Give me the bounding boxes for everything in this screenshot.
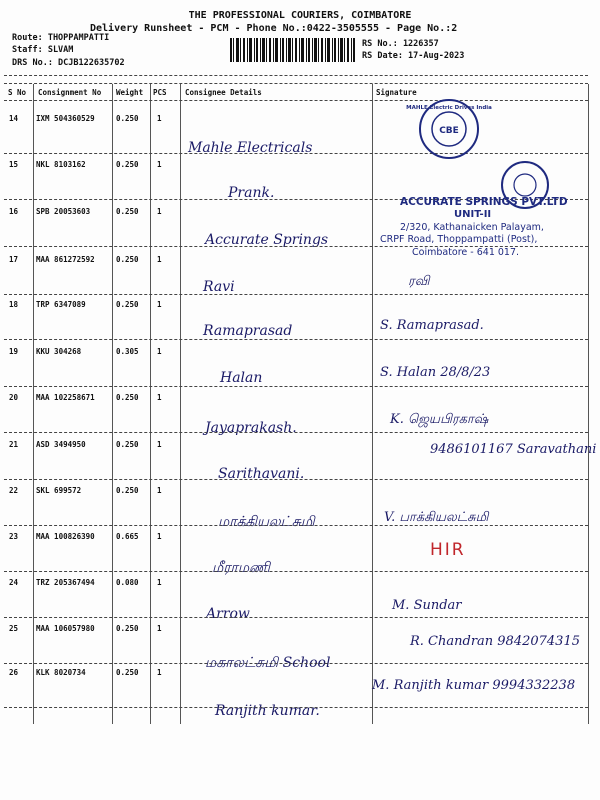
row-weight: 0.250 [116, 255, 139, 264]
row-consignment-no: KLK 8020734 [36, 668, 86, 677]
row-consignment-no: MAA 106057980 [36, 624, 95, 633]
row-consignment-no: TRP 6347089 [36, 300, 86, 309]
row-weight: 0.250 [116, 207, 139, 216]
row-weight: 0.250 [116, 440, 139, 449]
row-sno: 19 [9, 347, 19, 356]
col-separator [112, 84, 113, 724]
row-consignment-no: KKU 304268 [36, 347, 82, 356]
row-pcs: 1 [157, 160, 162, 169]
row-consignee-details: மாக்கியலட்சுமி [218, 514, 315, 530]
row-sno: 18 [9, 300, 19, 309]
rs-number: RS No.: 1226357 [362, 39, 439, 49]
row-weight: 0.250 [116, 160, 139, 169]
row-signature: ரவி [408, 274, 430, 289]
row-divider [4, 525, 588, 526]
row-sno: 24 [9, 578, 19, 587]
row-weight: 0.305 [116, 347, 139, 356]
row-weight: 0.250 [116, 668, 139, 677]
row-consignee-details: Ramaprasad [203, 323, 293, 339]
row-sno: 14 [9, 114, 19, 123]
col-sno: S No [8, 88, 27, 97]
row-pcs: 1 [157, 347, 162, 356]
col-separator [33, 84, 34, 724]
row-weight: 0.665 [116, 532, 139, 541]
row-signature: M. Ranjith kumar 9994332238 [372, 678, 576, 693]
row-sno: 23 [9, 532, 19, 541]
row-pcs: 1 [157, 440, 162, 449]
staff-label: Staff: SLVAM [12, 45, 74, 55]
row-consignment-no: MAA 102258671 [36, 393, 95, 402]
header-divider [4, 83, 588, 84]
row-signature: R. Chandran 9842074315 [410, 634, 580, 649]
row-divider [4, 707, 588, 708]
row-signature: S. Ramaprasad. [380, 318, 484, 333]
row-signature: K. ஜெயபிரகாஷ் [390, 412, 489, 427]
col-pcs: PCS [153, 88, 167, 97]
row-consignee-details: Prank. [228, 185, 275, 201]
row-divider [4, 339, 588, 340]
row-signature: 9486101167 Saravathani [430, 442, 597, 457]
row-sno: 25 [9, 624, 19, 633]
row-consignment-no: MAA 100826390 [36, 532, 95, 541]
header-divider-top [4, 75, 588, 76]
col-separator [180, 84, 181, 724]
row-pcs: 1 [157, 393, 162, 402]
row-weight: 0.080 [116, 578, 139, 587]
row-sno: 26 [9, 668, 19, 677]
row-consignee-details: Mahle Electricals [188, 140, 313, 156]
row-divider [4, 386, 588, 387]
row-consignee-details: Ravi [203, 279, 235, 295]
col-consignment: Consignment No [38, 88, 102, 97]
row-consignment-no: IXM 504360529 [36, 114, 95, 123]
row-weight: 0.250 [116, 114, 139, 123]
row-sno: 22 [9, 486, 19, 495]
drs-number: DRS No.: DCJB122635702 [12, 58, 125, 68]
col-weight: Weight [116, 88, 144, 97]
row-divider [4, 571, 588, 572]
row-pcs: 1 [157, 486, 162, 495]
row-divider [4, 479, 588, 480]
rs-date: RS Date: 17-Aug-2023 [362, 51, 465, 61]
col-separator [372, 84, 373, 724]
accurate-springs-stamp [380, 196, 592, 272]
row-signature: V. பாக்கியலட்சுமி [384, 510, 489, 525]
mahle-stamp-text: MAHLE Electric Drives India [406, 105, 492, 111]
row-weight: 0.250 [116, 300, 139, 309]
row-pcs: 1 [157, 532, 162, 541]
row-consignment-no: MAA 861272592 [36, 255, 95, 264]
row-consignment-no: SPB 20053603 [36, 207, 91, 216]
row-pcs: 1 [157, 624, 162, 633]
route-label: Route: THOPPAMPATTI [12, 33, 110, 43]
row-consignment-no: ASD 3494950 [36, 440, 86, 449]
row-weight: 0.250 [116, 486, 139, 495]
row-sno: 15 [9, 160, 19, 169]
row-consignee-details: Arrow [206, 606, 250, 622]
row-signature: M. Sundar [392, 598, 462, 613]
mahle-stamp [406, 98, 492, 160]
row-consignee-details: மீராமணி [212, 560, 270, 576]
row-weight: 0.250 [116, 393, 139, 402]
row-divider [4, 617, 588, 618]
row-sno: 20 [9, 393, 19, 402]
stamp-line: ACCURATE SPRINGS PVT.LTD [400, 196, 568, 208]
row-consignment-no: SKL 699572 [36, 486, 82, 495]
row-pcs: 1 [157, 578, 162, 587]
svg-text:CBE: CBE [439, 126, 459, 136]
row-divider [4, 294, 588, 295]
row-pcs: 1 [157, 300, 162, 309]
row-divider [4, 432, 588, 433]
col-separator [588, 84, 589, 724]
row-divider [4, 663, 588, 664]
row-pcs: 1 [157, 255, 162, 264]
row-consignee-details: Halan [220, 370, 263, 386]
row-pcs: 1 [157, 114, 162, 123]
row-pcs: 1 [157, 668, 162, 677]
row-signature: S. Halan 28/8/23 [380, 365, 491, 380]
col-signature: Signature [376, 88, 417, 97]
row-signature: HIR [430, 540, 466, 560]
stamp-line: UNIT-II [454, 209, 492, 220]
row-sno: 16 [9, 207, 19, 216]
stamp-line: 2/320, Kathanaicken Palayam, [400, 222, 544, 233]
col-separator [150, 84, 151, 724]
row-consignee-details: Ranjith kumar. [215, 703, 320, 719]
row-consignment-no: TRZ 205367494 [36, 578, 95, 587]
stamp-line: Coimbatore - 641 017. [412, 247, 520, 258]
row-sno: 17 [9, 255, 19, 264]
row-consignee-details: Accurate Springs [205, 232, 329, 248]
row-consignee-details: Sarithavani. [218, 466, 305, 482]
barcode [230, 38, 355, 62]
row-weight: 0.250 [116, 624, 139, 633]
company-title: THE PROFESSIONAL COURIERS, COIMBATORE [188, 10, 412, 21]
row-pcs: 1 [157, 207, 162, 216]
col-consignee: Consignee Details [185, 88, 262, 97]
row-consignee-details: Jayaprakash. [205, 420, 297, 436]
row-sno: 21 [9, 440, 19, 449]
runsheet-subtitle: Delivery Runsheet - PCM - Phone No.:0422-3505555 - Page No.:2 [90, 23, 458, 34]
stamp-line: CRPF Road, Thoppampatti (Post), [380, 234, 538, 245]
row-consignment-no: NKL 8103162 [36, 160, 86, 169]
row-divider [4, 100, 588, 101]
row-consignee-details: மகாலட்சுமி School [205, 655, 331, 671]
row-divider [4, 153, 588, 154]
